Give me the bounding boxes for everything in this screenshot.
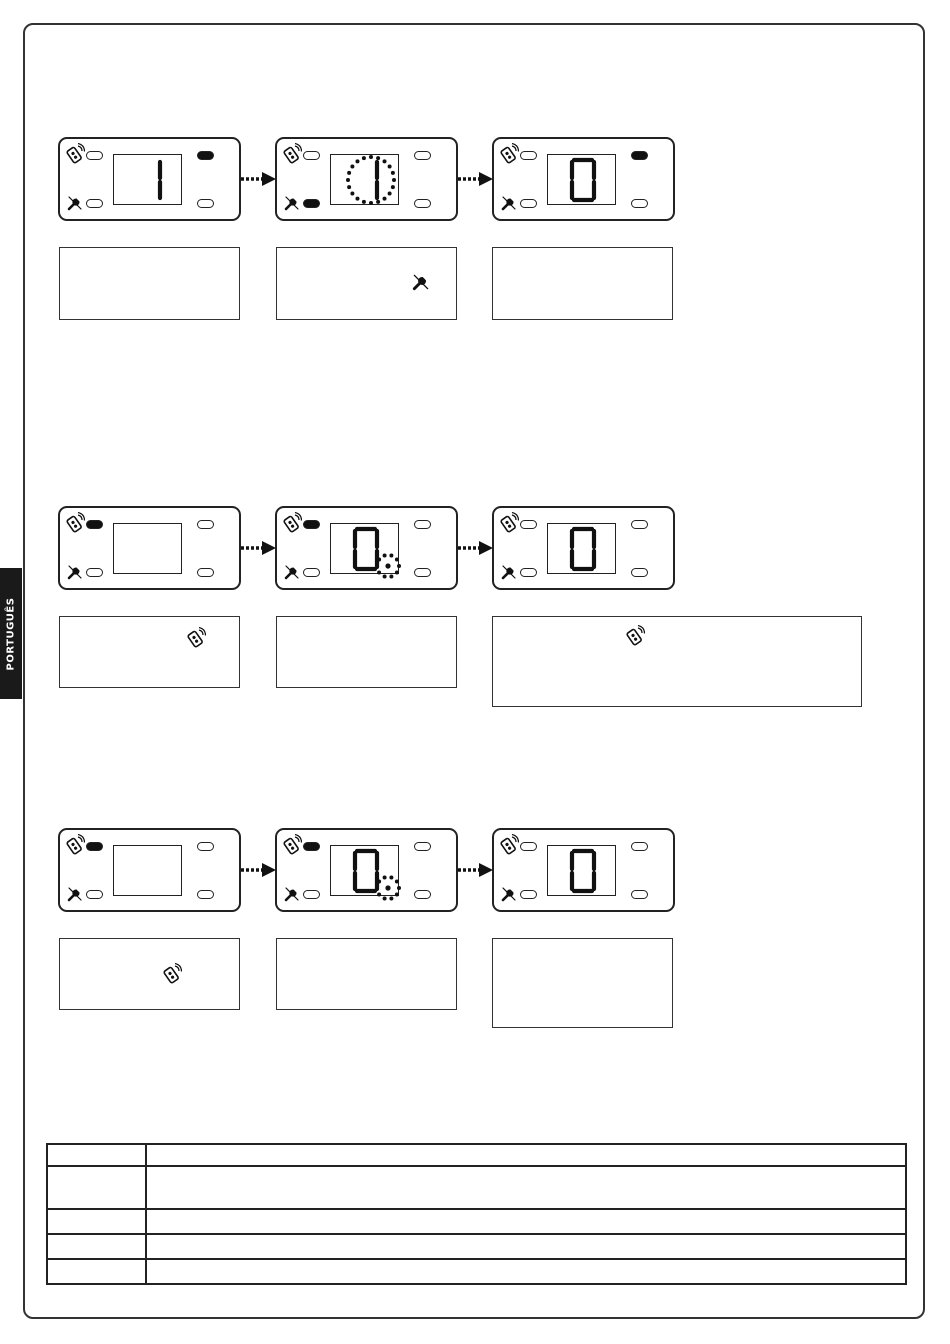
wrench-icon xyxy=(500,563,518,581)
control-panel xyxy=(492,137,675,221)
control-panel xyxy=(492,828,675,912)
seven-segment-digit xyxy=(333,521,403,577)
control-panel xyxy=(58,506,241,590)
led-tl xyxy=(520,842,537,851)
remote-icon xyxy=(623,625,645,647)
table-cell-label xyxy=(47,1166,146,1209)
seven-segment-digit xyxy=(116,152,186,208)
table-cell-label xyxy=(47,1209,146,1234)
table-cell-label xyxy=(47,1259,146,1284)
led-bl xyxy=(520,890,537,899)
led-tl xyxy=(86,842,103,851)
led-tl xyxy=(86,520,103,529)
wrench-icon xyxy=(66,563,84,581)
led-tr xyxy=(197,520,214,529)
led-tr xyxy=(414,520,431,529)
led-tl xyxy=(303,842,320,851)
table-row xyxy=(47,1234,906,1259)
led-tl xyxy=(303,520,320,529)
seven-segment-digit xyxy=(333,152,403,208)
table-cell-description xyxy=(146,1166,906,1209)
wrench-icon xyxy=(283,885,301,903)
wrench-icon xyxy=(283,563,301,581)
led-tl xyxy=(520,520,537,529)
instruction-box xyxy=(276,938,457,1010)
led-bl xyxy=(303,890,320,899)
led-br xyxy=(414,568,431,577)
wrench-icon xyxy=(500,885,518,903)
next-step-arrow xyxy=(240,863,276,877)
led-bl xyxy=(86,199,103,208)
instruction-box xyxy=(276,247,457,320)
control-panel xyxy=(275,828,458,912)
table-cell-description xyxy=(146,1209,906,1234)
table-cell-description xyxy=(146,1144,906,1166)
table-row xyxy=(47,1259,906,1284)
led-tr xyxy=(197,842,214,851)
remote-icon xyxy=(160,963,182,985)
parameter-table xyxy=(46,1143,907,1285)
led-tl xyxy=(303,151,320,160)
next-step-arrow xyxy=(457,541,493,555)
led-tr xyxy=(631,842,648,851)
wrench-icon xyxy=(66,885,84,903)
remote-icon xyxy=(63,143,85,165)
led-bl xyxy=(86,568,103,577)
led-br xyxy=(197,568,214,577)
led-bl xyxy=(86,890,103,899)
seven-segment-digit xyxy=(550,843,620,899)
led-bl xyxy=(520,199,537,208)
instruction-box xyxy=(276,616,457,688)
control-panel xyxy=(58,828,241,912)
seven-segment-digit xyxy=(550,152,620,208)
instruction-box xyxy=(59,938,240,1010)
instruction-box xyxy=(492,616,862,707)
language-label: PORTUGUÊS xyxy=(5,597,17,670)
remote-icon xyxy=(497,143,519,165)
language-side-tab xyxy=(0,568,22,699)
display-screen xyxy=(113,523,182,574)
next-step-arrow xyxy=(457,172,493,186)
instruction-box xyxy=(492,938,673,1028)
led-tr xyxy=(197,151,214,160)
next-step-arrow xyxy=(240,172,276,186)
control-panel xyxy=(492,506,675,590)
led-tl xyxy=(86,151,103,160)
wrench-icon xyxy=(66,194,84,212)
led-bl xyxy=(303,199,320,208)
led-br xyxy=(631,199,648,208)
remote-icon xyxy=(280,143,302,165)
led-br xyxy=(631,568,648,577)
control-panel xyxy=(275,506,458,590)
led-tr xyxy=(414,842,431,851)
remote-icon xyxy=(497,834,519,856)
led-tl xyxy=(520,151,537,160)
seven-segment-digit xyxy=(550,521,620,577)
led-tr xyxy=(631,151,648,160)
control-panel xyxy=(275,137,458,221)
instruction-box xyxy=(59,616,240,688)
instruction-box xyxy=(59,247,240,320)
display-screen xyxy=(113,845,182,896)
wrench-icon xyxy=(411,272,431,292)
led-br xyxy=(414,199,431,208)
led-tr xyxy=(414,151,431,160)
next-step-arrow xyxy=(457,863,493,877)
led-br xyxy=(197,890,214,899)
led-tr xyxy=(631,520,648,529)
led-bl xyxy=(520,568,537,577)
led-br xyxy=(631,890,648,899)
control-panel xyxy=(58,137,241,221)
remote-icon xyxy=(280,512,302,534)
seven-segment-digit xyxy=(333,843,403,899)
table-cell-label xyxy=(47,1234,146,1259)
led-bl xyxy=(303,568,320,577)
remote-icon xyxy=(497,512,519,534)
remote-icon xyxy=(63,834,85,856)
table-cell-description xyxy=(146,1234,906,1259)
led-br xyxy=(414,890,431,899)
wrench-icon xyxy=(500,194,518,212)
table-row xyxy=(47,1166,906,1209)
remote-icon xyxy=(63,512,85,534)
led-br xyxy=(197,199,214,208)
table-cell-description xyxy=(146,1259,906,1284)
instruction-box xyxy=(492,247,673,320)
next-step-arrow xyxy=(240,541,276,555)
table-row xyxy=(47,1209,906,1234)
table-cell-label xyxy=(47,1144,146,1166)
wrench-icon xyxy=(283,194,301,212)
remote-icon xyxy=(280,834,302,856)
remote-icon xyxy=(184,627,206,649)
table-row xyxy=(47,1144,906,1166)
